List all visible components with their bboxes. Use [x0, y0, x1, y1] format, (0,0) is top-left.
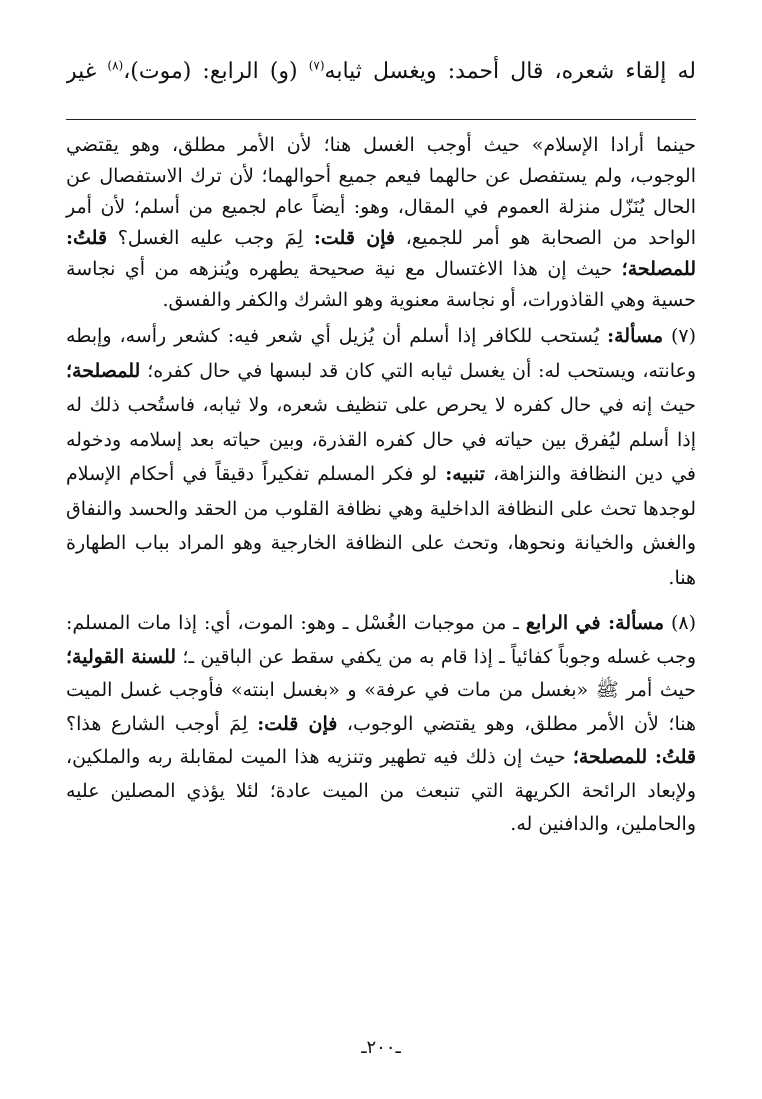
issue-7-text-3: لو فكر المسلم تفكيراً دقيقاً في أحكام الإسلام لوجدها تحث على النظافة الداخلية وهي نظافة القلوب من الحقد والحسد والنفاق والغش والخيانة ونحوها، وتحث على النظافة الخارجية وهو المراد بباب الطهارة هنا.: [66, 463, 696, 589]
issue-8-answer-label: قلتُ: للمصلحة؛: [572, 746, 696, 768]
issue-8-question-label: فإن قلت:: [257, 712, 338, 735]
question-text: لِمَ وجب عليه الغسل؟: [107, 227, 314, 249]
header-text-3: غير: [66, 59, 108, 84]
issue-8-raabi-label: في الرابع: [525, 612, 609, 634]
issue-8-text-2: حيث أمر ﷺ «بغسل من مات في عرفة» و «بغسل ابنته» فأوجب غسل الميت هنا؛ لأن الأمر مطلق، وهو يقتضي الوجوب،: [66, 679, 697, 735]
issue-8-text-1: ـ من موجبات الغُسْل ـ وهو: الموت، أي: إذا مات المسلم: وجب غسله وجوباً كفائياً ـ إذا قام به من يكفي سقط عن الباقين ـ؛: [66, 612, 696, 668]
issue-8-text-3: حيث إن ذلك فيه تطهير وتنزيه هذا الميت لمقابلة ربه والملكين، ولإبعاد الرائحة الكريهة التي تنبعث من الميت عادة؛ لئلا يؤذي المصلين عليه والحاملين، والدافنين له.: [66, 746, 696, 835]
answer-text: حيث إن هذا الاغتسال مع نية صحيحة يطهره ويُنزهه من أي نجاسة حسية وهي القاذورات، أو نجاسة معنوية وهو الشرك والكفر والفسق.: [66, 258, 696, 311]
continuation-paragraph: [66, 130, 696, 316]
issue-7-maslaha-label: للمصلحة؛: [66, 359, 141, 382]
header-divider: [66, 119, 696, 120]
issue-7-label: مسألة:: [607, 325, 663, 347]
commentary-body: [66, 130, 696, 842]
issue-8-label: مسألة:: [608, 612, 664, 634]
issue-8-paragraph: [66, 607, 696, 842]
issue-8-question-text: لِمَ أوجب الشارع هذا؟: [66, 712, 258, 735]
header-text: له إلقاء شعره، قال أحمد: ويغسل ثيابه: [324, 59, 696, 84]
issue-7-tanbih-label: تنبيه:: [445, 463, 485, 485]
issue-8-sunna-label: للسنة القولية؛: [66, 645, 177, 668]
issue-7-text-1: يُستحب للكافر إذا أسلم أن يُزيل أي شعر فيه: كشعر رأسه، وإبطه وعانته، ويستحب له: أن يغسل ثيابه التي كان قد لبسها في حال كفره؛: [66, 325, 696, 382]
page-number: ـ٢٠٠ـ: [361, 1037, 401, 1058]
footnote-marker-8: (٨): [107, 58, 124, 73]
issue-8-number: (٨): [664, 612, 696, 634]
header-text-2: (و) الرابع: (موت)،: [123, 59, 309, 84]
continuation-text: حينما أرادا الإسلام» حيث أوجب الغسل هنا؛ لأن الأمر مطلق، وهو يقتضي الوجوب، ولم يستفصل عن حالهما فيعم جميع أحوالهما؛ لأن ترك الاستفصال عن الحال يُنَزّل منزلة العموم في المقال، وهو: أيضاً عام لجميع من أسلم؛ لأن أمر الواحد من الصحابة هو أمر للجميع،: [66, 134, 697, 249]
matn-header-line: [66, 52, 696, 92]
answer-label: قلتُ: للمصلحة؛: [66, 227, 696, 280]
question-label: فإن قلت:: [313, 227, 396, 249]
issue-7-text-2: حيث إنه في حال كفره لا يحرص على تنظيف شعره، ولا ثيابه، فاستُحب ذلك له إذا أسلم ليُفرق بين حياته في حال كفره القذرة، وبين حياته بعد إسلامه ودخوله في دين النظافة والنزاهة،: [66, 394, 697, 485]
issue-7-number: (٧): [663, 325, 697, 347]
footnote-marker-7: (٧): [308, 58, 325, 73]
issue-7-paragraph: [66, 319, 696, 595]
